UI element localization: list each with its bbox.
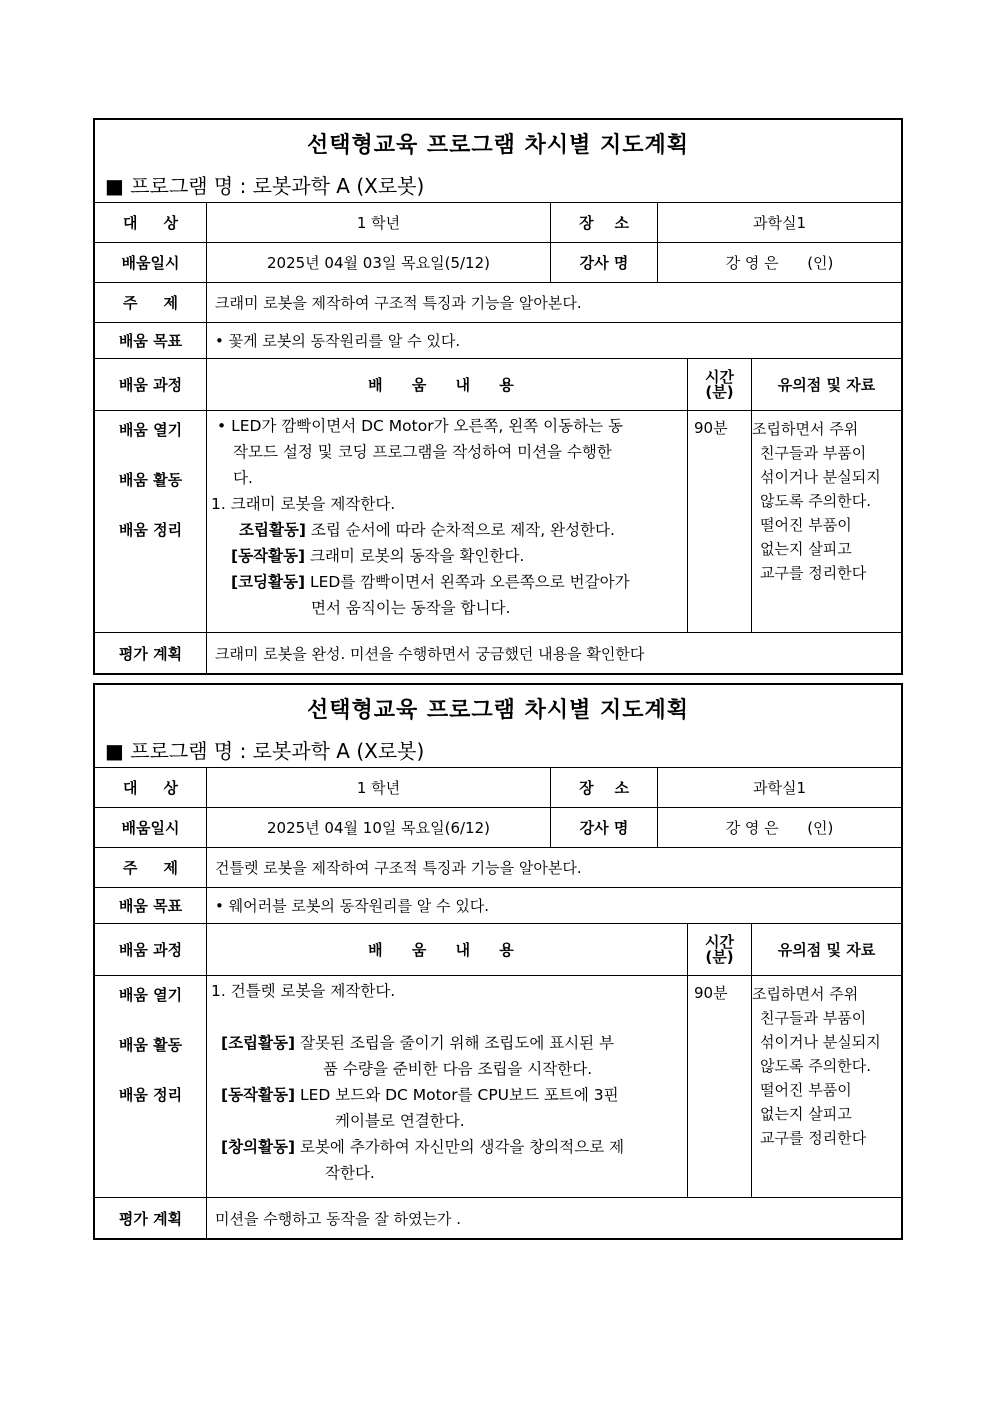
content-line <box>211 1134 624 1160</box>
label-time-line2: (분) <box>705 382 734 401</box>
row-process-header <box>95 359 901 411</box>
label-eval: 평가 계획 <box>95 1198 207 1238</box>
stage-list <box>95 976 207 1197</box>
notes-line: 떨어진 부품이 <box>760 1081 852 1099</box>
content-line: 1. 크래미 로봇을 제작한다. <box>211 495 396 513</box>
label-notes: 유의점 및 자료 <box>777 376 876 394</box>
content-line: 작한다. <box>325 1164 375 1182</box>
label-goal: 배움 목표 <box>95 888 207 923</box>
content-line <box>211 569 630 595</box>
activity-text: 조립 순서에 따라 순차적으로 제작, 완성한다. <box>305 521 615 539</box>
stage-list <box>95 411 207 632</box>
content-line <box>211 1082 619 1108</box>
content-line: 케이블로 연결한다. <box>335 1112 465 1130</box>
plan-title: 선택형교육 프로그램 차시별 지도계획 <box>306 133 689 158</box>
content-line: • LED가 깜빡이면서 DC Motor가 오른쪽, 왼쪽 이동하는 동 <box>217 417 623 435</box>
notes-line: 친구들과 부품이 <box>760 1009 867 1027</box>
notes-cell <box>752 976 901 1197</box>
stage-opening: 배움 열기 <box>118 986 183 1004</box>
row-eval <box>95 633 901 673</box>
value-target: 1 학년 <box>207 768 551 807</box>
activity-tag: 조립활동] <box>239 521 306 539</box>
value-instructor: 강 영 은 (인) <box>725 819 834 837</box>
program-name: ■ 프로그램 명 : 로봇과학 A (X로봇) <box>105 739 425 763</box>
activity-text: 로봇에 추가하여 자신만의 생각을 창의적으로 제 <box>295 1138 625 1156</box>
label-time <box>688 924 752 975</box>
notes-cell <box>752 411 901 632</box>
label-process: 배움 과정 <box>95 924 207 975</box>
row-date-instructor <box>95 808 901 848</box>
label-notes: 유의점 및 자료 <box>777 941 876 959</box>
label-topic: 주 제 <box>95 283 207 322</box>
label-place: 장 소 <box>551 768 658 807</box>
value-place: 과학실1 <box>752 214 806 232</box>
value-goal: • 웨어러블 로봇의 동작원리를 알 수 있다. <box>215 897 490 915</box>
content-line: 1. 건틀렛 로봇을 제작한다. <box>211 982 396 1000</box>
row-eval <box>95 1198 901 1238</box>
value-goal: • 꽃게 로봇의 동작원리를 알 수 있다. <box>215 332 461 350</box>
row-topic <box>95 848 901 888</box>
plan-header <box>95 120 901 203</box>
notes-line: 않도록 주의한다. <box>760 492 871 510</box>
activity-tag: [창의활동] <box>221 1138 296 1156</box>
notes-line: 조립하면서 주위 <box>752 420 859 438</box>
row-target-place <box>95 768 901 808</box>
label-instructor: 강사 명 <box>551 808 658 847</box>
plan-header <box>95 685 901 768</box>
program-name: ■ 프로그램 명 : 로봇과학 A (X로봇) <box>105 174 425 198</box>
notes-line: 없는지 살피고 <box>760 1105 852 1123</box>
label-process: 배움 과정 <box>95 359 207 410</box>
label-topic: 주 제 <box>95 848 207 887</box>
content-cell <box>207 411 688 632</box>
plan-title: 선택형교육 프로그램 차시별 지도계획 <box>306 698 689 723</box>
row-process-body <box>95 411 901 633</box>
label-date: 배움일시 <box>95 808 207 847</box>
value-date: 2025년 04월 03일 목요일(5/12) <box>207 243 551 282</box>
notes-line: 교구를 정리한다 <box>760 1129 867 1147</box>
label-place: 장 소 <box>551 203 658 242</box>
lesson-plan-2 <box>93 683 903 1240</box>
time-value: 90분 <box>688 976 752 1197</box>
label-content: 배 움 내 용 <box>207 924 688 975</box>
content-line <box>211 1030 614 1056</box>
stage-activity: 배움 활동 <box>118 1036 183 1054</box>
stage-activity: 배움 활동 <box>118 471 183 489</box>
activity-tag: [동작활동] <box>221 1086 296 1104</box>
value-place: 과학실1 <box>752 779 806 797</box>
content-cell <box>207 976 688 1197</box>
label-time-line1: 시간 <box>705 932 734 951</box>
content-line: 다. <box>233 469 253 487</box>
value-target: 1 학년 <box>207 203 551 242</box>
label-instructor: 강사 명 <box>551 243 658 282</box>
lesson-plan-1 <box>93 118 903 675</box>
notes-line: 섞이거나 분실되지 <box>760 468 881 486</box>
label-date: 배움일시 <box>95 243 207 282</box>
value-topic: 크래미 로봇을 제작하여 구조적 특징과 기능을 알아본다. <box>215 294 582 312</box>
content-line <box>211 517 615 543</box>
activity-tag: [동작활동] <box>231 547 306 565</box>
notes-line: 않도록 주의한다. <box>760 1057 871 1075</box>
notes-line: 없는지 살피고 <box>760 540 852 558</box>
label-time-line1: 시간 <box>705 367 734 386</box>
row-topic <box>95 283 901 323</box>
label-content: 배 움 내 용 <box>207 359 688 410</box>
stage-closing: 배움 정리 <box>118 521 183 539</box>
activity-tag: [코딩활동] <box>231 573 306 591</box>
row-process-header <box>95 924 901 976</box>
row-goal <box>95 888 901 924</box>
notes-line: 떨어진 부품이 <box>760 516 852 534</box>
row-target-place <box>95 203 901 243</box>
value-date: 2025년 04월 10일 목요일(6/12) <box>207 808 551 847</box>
notes-line: 조립하면서 주위 <box>752 985 859 1003</box>
activity-text: 잘못된 조립을 줄이기 위해 조립도에 표시된 부 <box>295 1034 615 1052</box>
value-topic: 건틀렛 로봇을 제작하여 구조적 특징과 기능을 알아본다. <box>215 859 582 877</box>
content-line: 면서 움직이는 동작을 합니다. <box>311 599 511 617</box>
label-eval: 평가 계획 <box>95 633 207 673</box>
value-eval: 크래미 로봇을 완성. 미션을 수행하면서 궁금했던 내용을 확인한다 <box>215 644 645 663</box>
label-target: 대 상 <box>95 203 207 242</box>
label-target: 대 상 <box>95 768 207 807</box>
activity-text: LED를 깜빡이면서 왼쪽과 오른쪽으로 번갈아가 <box>305 573 630 591</box>
stage-closing: 배움 정리 <box>118 1086 183 1104</box>
value-eval: 미션을 수행하고 동작을 잘 하였는가 . <box>215 1209 461 1228</box>
activity-text: LED 보드와 DC Motor를 CPU보드 포트에 3핀 <box>295 1086 619 1104</box>
label-time <box>688 359 752 410</box>
label-time-line2: (분) <box>705 947 734 966</box>
notes-line: 친구들과 부품이 <box>760 444 867 462</box>
content-line: 작모드 설정 및 코딩 프로그램을 작성하여 미션을 수행한 <box>233 443 612 461</box>
activity-text: 크래미 로봇의 동작을 확인한다. <box>305 547 525 565</box>
activity-tag: [조립활동] <box>221 1034 296 1052</box>
row-goal <box>95 323 901 359</box>
row-date-instructor <box>95 243 901 283</box>
label-goal: 배움 목표 <box>95 323 207 358</box>
content-line: 품 수량을 준비한 다음 조립을 시작한다. <box>323 1060 593 1078</box>
content-line <box>211 543 524 569</box>
row-process-body <box>95 976 901 1198</box>
notes-line: 교구를 정리한다 <box>760 564 867 582</box>
time-value: 90분 <box>688 411 752 632</box>
notes-line: 섞이거나 분실되지 <box>760 1033 881 1051</box>
stage-opening: 배움 열기 <box>118 421 183 439</box>
value-instructor: 강 영 은 (인) <box>725 254 834 272</box>
